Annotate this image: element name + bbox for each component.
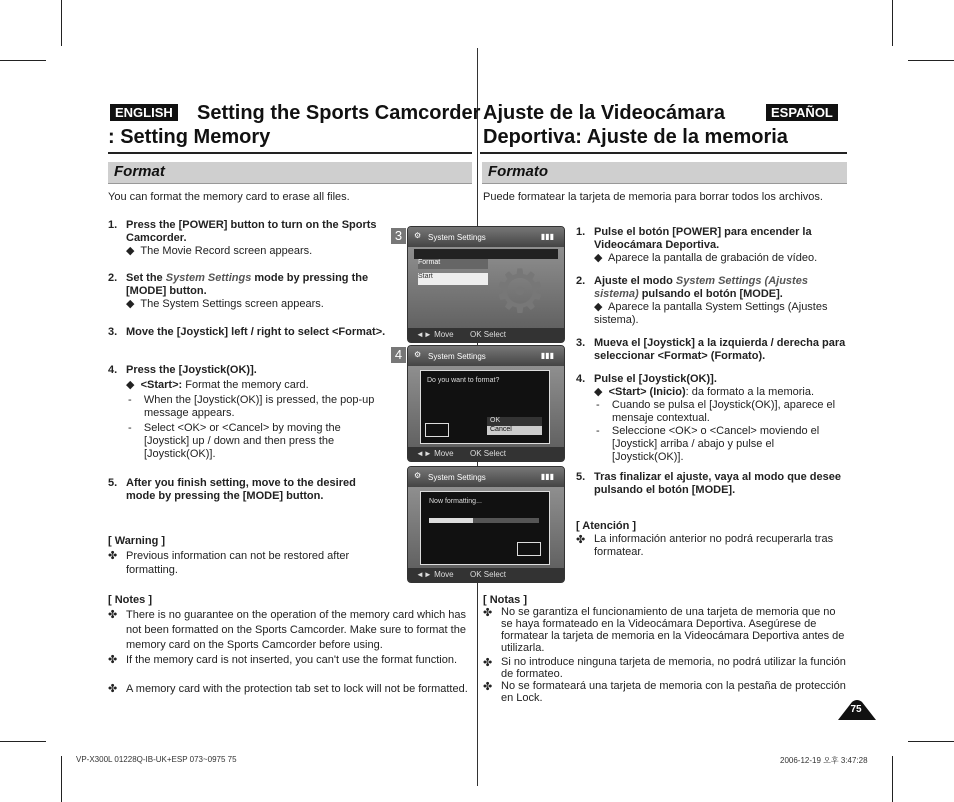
select-label: Select (483, 449, 507, 458)
bullet-symbol: ◆ (126, 245, 135, 257)
footer-right: 2006-12-19 오후 3:47:28 (780, 756, 868, 765)
sub-text: Seleccione <OK> o <Cancel> moviendo el [Joystick] arriba / abajo y pulse el [Joystick(OK)]. (611, 425, 820, 463)
header-rule (108, 152, 472, 154)
memory-card-icon (425, 423, 449, 437)
step-number: 2. (576, 275, 586, 287)
step-text-ital: System Settings (Ajustes sistema) (594, 275, 808, 300)
bullet-symbol: ◆ (126, 298, 135, 310)
format-dialog (420, 370, 550, 444)
step-text: After you finish setting, move to the desired mode by pressing the [MODE] button. (126, 477, 356, 502)
en-intro: You can format the memory card to erase all files. (108, 191, 350, 203)
step-number: 5. (576, 471, 586, 483)
step-sub: - Seleccione <OK> o <Cancel> moviendo el [Joystick] arriba / abajo y pulse el [Joystick(OK)]. (596, 425, 820, 463)
en-section-bar (108, 162, 472, 184)
screen-bottombar: ◄► Move OK Select (408, 568, 564, 582)
en-section-title: Format (114, 163, 165, 180)
bullet-text: Aparece la pantalla System Settings (Ajustes sistema). (594, 301, 828, 326)
dialog-question: Do you want to format? (427, 377, 500, 384)
screen-title: System Settings (428, 233, 486, 242)
step-badge-4: 4 (391, 347, 406, 363)
es-step-3 (576, 337, 846, 363)
es-note-2 (483, 656, 847, 680)
step-number: 2. (108, 272, 118, 284)
en-step-1 (108, 219, 388, 258)
crop-mark (892, 0, 893, 46)
bullet-symbol: ◆ (594, 386, 603, 398)
es-notes-head: [ Notas ] (483, 594, 527, 606)
bullet-symbol: ◆ (594, 252, 603, 264)
gear-icon: ⚙ (414, 231, 422, 240)
select-label: Select (483, 330, 507, 339)
es-title-line1: Ajuste de la Videocámara (483, 102, 725, 124)
bullet-symbol: ◆ (594, 301, 603, 313)
note-symbol: ✤ (108, 683, 118, 695)
step-number: 5. (108, 477, 118, 489)
note-text: No se formateará una tarjeta de memoria con la pestaña de protección en Lock. (501, 680, 846, 704)
bullet-text: Format the memory card. (182, 379, 309, 391)
screen-title: System Settings (428, 352, 486, 361)
es-note-3 (483, 680, 847, 704)
es-step-5 (576, 471, 846, 497)
step-bullet (126, 245, 388, 258)
battery-icon: ▮▮▮ (540, 351, 554, 360)
en-note-2 (108, 653, 468, 668)
screen-bottombar: ◄► Move OK Select (408, 447, 564, 461)
step-number: 4. (576, 373, 586, 385)
step-text (594, 275, 846, 301)
screen-bottombar: ◄► Move OK Select (408, 328, 564, 342)
step-bullet (126, 379, 388, 392)
en-step-3 (108, 326, 388, 339)
step-bullet (594, 301, 846, 327)
step-text: Mueva el [Joystick] a la izquierda / derecha para seleccionar <Format> (Formato). (594, 337, 846, 362)
gear-icon: ⚙ (414, 350, 422, 359)
es-step-1 (576, 226, 846, 265)
screen-formatting (407, 466, 565, 583)
move-label: Move (434, 570, 454, 579)
ok-key: OK (470, 330, 482, 339)
tab-format: Format (418, 259, 488, 269)
sub-text: Cuando se pulsa el [Joystick(OK)], aparece el mensaje contextual. (611, 399, 836, 424)
note-text: Previous information can not be restored after formatting. (126, 550, 350, 576)
en-step-2 (108, 272, 388, 311)
note-text: A memory card with the protection tab set to lock will not be formatted. (126, 683, 468, 695)
es-step-4 (576, 373, 846, 464)
step-bullet (594, 386, 846, 399)
es-warning-head: [ Atención ] (576, 520, 637, 532)
step-text-post: mode by pressing the [MODE] button. (126, 272, 369, 297)
crop-mark (0, 741, 46, 742)
es-title-line2: Deportiva: Ajuste de la memoria (483, 126, 788, 148)
step-number: 1. (576, 226, 586, 238)
bullet-text: Aparece la pantalla de grabación de vídeo. (607, 252, 818, 264)
screen-titlebar (408, 346, 564, 366)
es-warning (576, 533, 848, 559)
step-text: Move the [Joystick] left / right to select <Format>. (126, 326, 386, 338)
progress-bar (429, 518, 539, 523)
note-symbol: ✤ (483, 657, 493, 669)
move-label: Move (434, 330, 454, 339)
es-note-1 (483, 606, 847, 654)
page-number: 75 (850, 704, 862, 715)
gear-icon: ⚙ (493, 258, 547, 325)
step-text-pre: Set the (126, 272, 166, 284)
note-symbol: ✤ (108, 550, 118, 562)
step-text-ital: System Settings (165, 272, 252, 284)
es-section-title: Formato (488, 163, 548, 180)
note-text: La información anterior no podrá recuperarla tras formatear. (594, 533, 834, 558)
bullet-symbol: ◆ (126, 379, 135, 391)
en-title-line2: : Setting Memory (108, 126, 271, 148)
bullet-text: The System Settings screen appears. (140, 298, 324, 310)
es-section-bar (482, 162, 847, 184)
screen-title: System Settings (428, 473, 486, 482)
screen-format-menu (407, 226, 565, 343)
es-intro: Puede formatear la tarjeta de memoria para borrar todos los archivos. (483, 191, 823, 203)
screen-titlebar (408, 467, 564, 487)
step-text: Pulse el botón [POWER] para encender la Videocámara Deportiva. (594, 226, 812, 251)
move-label: Move (434, 449, 454, 458)
crop-mark (61, 756, 62, 802)
step-badge-3: 3 (391, 228, 406, 244)
sub-text: Select <OK> or <Cancel> by moving the [Joystick] up / down and then press the [Joystick(OK)]. (143, 422, 341, 460)
step-text: Tras finalizar el ajuste, vaya al modo que desee pulsando el botón [MODE]. (594, 471, 841, 496)
step-sub: - Select <OK> or <Cancel> by moving the [Joystick] up / down and then press the [Joystick(OK)]. (128, 422, 341, 460)
sub-text: When the [Joystick(OK)] is pressed, the pop-up message appears. (143, 394, 375, 419)
crop-mark (908, 741, 954, 742)
en-step-5 (108, 477, 388, 503)
note-text: Si no introduce ninguna tarjeta de memoria, no podrá utilizar la función de formateo. (501, 656, 846, 680)
en-note-1 (108, 608, 468, 653)
espanol-tag: ESPAÑOL (766, 104, 838, 121)
step-number: 4. (108, 364, 118, 376)
en-note-3 (108, 682, 468, 697)
step-bullet (126, 298, 388, 311)
battery-icon: ▮▮▮ (540, 232, 554, 241)
note-text: If the memory card is not inserted, you can't use the format function. (126, 654, 458, 666)
menu-item-start: Start (418, 273, 488, 285)
step-number: 3. (108, 326, 118, 338)
formatting-dialog (420, 491, 550, 565)
select-label: Select (483, 570, 507, 579)
note-symbol: ✤ (108, 654, 118, 666)
bullet-text: : da formato a la memoria. (685, 386, 815, 398)
header-rule (480, 152, 847, 154)
crop-mark (61, 0, 62, 46)
ok-key: OK (470, 570, 482, 579)
option-ok[interactable]: OK (487, 417, 542, 426)
step-number: 1. (108, 219, 118, 231)
option-cancel[interactable]: Cancel (487, 426, 542, 435)
step-text: Pulse el [Joystick(OK)]. (594, 373, 717, 385)
en-step-4 (108, 364, 388, 461)
note-symbol: ✤ (483, 681, 493, 693)
gear-icon: ⚙ (414, 471, 422, 480)
note-text: No se garantiza el funcionamiento de una tarjeta de memoria que no se haya formateado en la Videocámara Deportiva. Asegúrese de formatear la tarjeta de memoria en la Videocámara Deportiva antes de utilizarla. (501, 606, 845, 654)
bullet-bold: <Start>: (140, 379, 183, 391)
bullet-text: The Movie Record screen appears. (140, 245, 313, 257)
step-bullet (594, 252, 846, 265)
step-text-pre: Ajuste el modo (594, 275, 676, 287)
note-symbol: ✤ (108, 609, 118, 621)
crop-mark (0, 60, 46, 61)
step-number: 3. (576, 337, 586, 349)
note-text: There is no guarantee on the operation of the memory card which has not been formatted on the Sports Camcorder. Make sure to format the memory card on the Sports Camcorder before using. (126, 609, 466, 651)
note-symbol: ✤ (576, 534, 586, 546)
step-text: Press the [Joystick(OK)]. (126, 364, 257, 376)
screen-format-dialog (407, 345, 565, 462)
formatting-message: Now formatting... (429, 498, 482, 505)
memory-card-icon (517, 542, 541, 556)
step-sub: - Cuando se pulsa el [Joystick(OK)], aparece el mensaje contextual. (596, 399, 836, 424)
crop-mark (908, 60, 954, 61)
footer-left: VP-X300L 01228Q-IB-UK+ESP 073~0975 75 (76, 755, 237, 764)
step-text: Press the [POWER] button to turn on the Sports Camcorder. (126, 219, 377, 244)
en-warning-head: [ Warning ] (108, 535, 166, 547)
en-notes-head: [ Notes ] (108, 594, 152, 606)
note-symbol: ✤ (483, 607, 493, 619)
en-warning (108, 549, 376, 577)
step-sub: - When the [Joystick(OK)] is pressed, the pop-up message appears. (128, 394, 375, 419)
es-step-2 (576, 275, 846, 327)
ok-key: OK (470, 449, 482, 458)
english-tag: ENGLISH (110, 104, 178, 121)
crop-mark (892, 756, 893, 802)
screen-titlebar (408, 227, 564, 247)
en-title-line1: Setting the Sports Camcorder (197, 102, 481, 124)
battery-icon: ▮▮▮ (540, 472, 554, 481)
step-text (126, 272, 388, 298)
bullet-bold: <Start> (Inicio) (608, 386, 686, 398)
step-text-post: pulsando el botón [MODE]. (638, 288, 783, 300)
